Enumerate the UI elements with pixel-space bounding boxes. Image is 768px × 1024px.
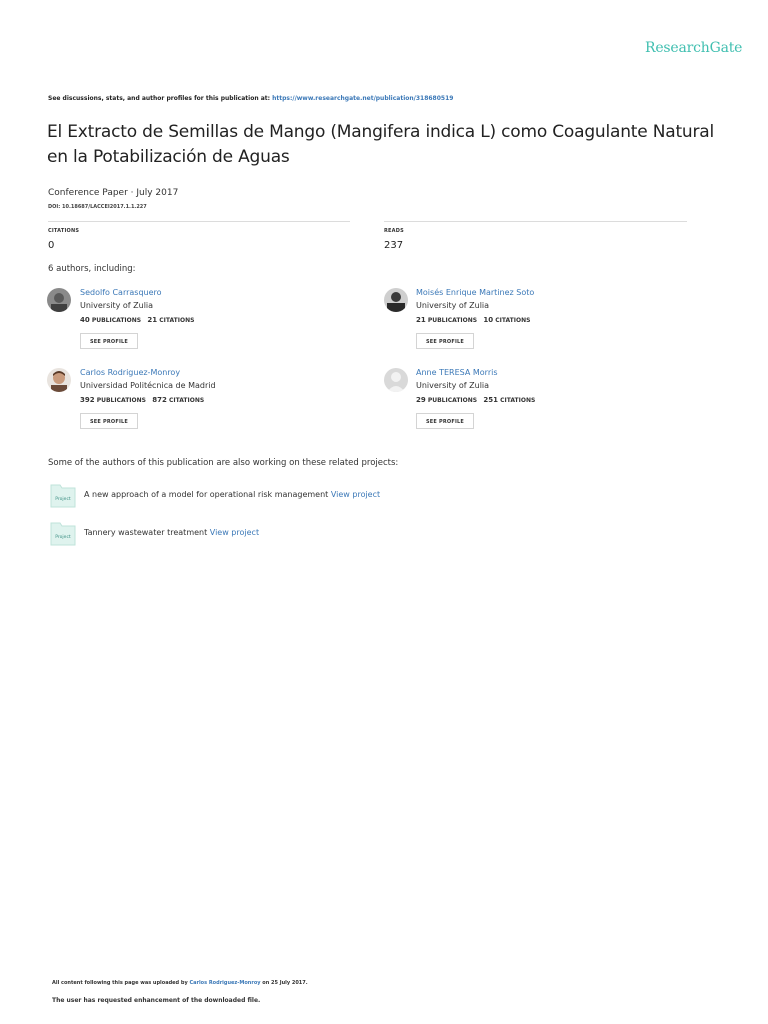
citations-label: CITATIONS [495, 317, 531, 324]
publications-label: PUBLICATIONS [427, 397, 478, 404]
enhancement-note: The user has requested enhancement of the downloaded file. [52, 997, 261, 1004]
author-stats [416, 396, 535, 404]
author-avatar[interactable] [47, 288, 71, 312]
author-institution: University of Zulia [416, 301, 490, 310]
upload-prefix: All content following this page was uploaded by [52, 980, 190, 986]
project-tag: Project [55, 497, 71, 502]
publication-url-link[interactable]: https://www.researchgate.net/publication/318680519 [272, 95, 454, 102]
author-institution: University of Zulia [416, 381, 490, 390]
citation-count: 251 [483, 396, 498, 404]
project-title: Tannery wastewater treatment [84, 528, 208, 537]
intro-text: See discussions, stats, and author profiles for this publication at: [48, 95, 273, 102]
authors-heading: 6 authors, including: [48, 264, 136, 274]
publication-count: 21 [416, 316, 426, 324]
author-name-link[interactable]: Anne TERESA Morris [416, 368, 498, 377]
citations-label: CITATIONS [168, 397, 205, 404]
citations-label: CITATIONS [48, 228, 80, 234]
paper-doi: DOI: 10.18687/LACCEI2017.1.1.227 [48, 204, 147, 210]
upload-suffix: on 25 July 2017. [260, 980, 308, 986]
upload-note [52, 980, 308, 986]
citations-label: CITATIONS [159, 317, 195, 324]
publication-link-line [48, 95, 453, 102]
see-profile-button[interactable]: SEE PROFILE [416, 333, 474, 349]
reads-count: 237 [384, 240, 404, 251]
author-avatar[interactable] [47, 368, 71, 392]
author-name-link[interactable]: Sedolfo Carrasquero [80, 288, 162, 297]
publications-label: PUBLICATIONS [91, 317, 142, 324]
author-institution: University of Zulia [80, 301, 154, 310]
project-item [84, 528, 259, 537]
see-profile-button[interactable]: SEE PROFILE [80, 333, 138, 349]
see-profile-button[interactable]: SEE PROFILE [416, 413, 474, 429]
project-item [84, 490, 380, 499]
project-folder-icon [50, 520, 76, 546]
author-name-link[interactable]: Carlos Rodriguez-Monroy [80, 368, 181, 377]
author-stats [80, 316, 194, 324]
author-avatar[interactable] [384, 288, 408, 312]
publications-label: PUBLICATIONS [96, 397, 146, 404]
default-avatar-icon[interactable] [384, 368, 408, 392]
researchgate-logo[interactable]: ResearchGate [645, 40, 743, 56]
reads-label: READS [384, 228, 404, 234]
project-tag: Project [55, 535, 71, 540]
uploader-link[interactable]: Carlos Rodriguez-Monroy [189, 980, 261, 986]
divider-right [384, 221, 687, 222]
publication-count: 29 [416, 396, 426, 404]
author-name-link[interactable]: Moisés Enrique Martinez Soto [416, 288, 535, 297]
author-stats [416, 316, 530, 324]
author-institution: Universidad Politécnica de Madrid [80, 381, 216, 390]
project-title: A new approach of a model for operational risk management [84, 490, 329, 499]
project-folder-icon [50, 482, 76, 508]
citation-count: 10 [483, 316, 494, 324]
citation-count: 21 [147, 316, 158, 324]
related-projects-heading: Some of the authors of this publication are also working on these related projects: [48, 458, 399, 468]
publication-count: 392 [80, 396, 95, 404]
view-project-link[interactable]: View project [209, 528, 260, 537]
publication-count: 40 [80, 316, 90, 324]
see-profile-button[interactable]: SEE PROFILE [80, 413, 138, 429]
paper-title: El Extracto de Semillas de Mango (Mangifera indica L) como Coagulante Natural en la Potabilización de Aguas [47, 122, 715, 167]
citations-label: CITATIONS [500, 397, 536, 404]
author-stats [80, 396, 204, 404]
publications-label: PUBLICATIONS [427, 317, 478, 324]
citations-count: 0 [48, 240, 55, 251]
view-project-link[interactable]: View project [330, 490, 381, 499]
citation-count: 872 [152, 396, 167, 404]
divider-left [48, 221, 350, 222]
paper-type-date: Conference Paper · July 2017 [48, 188, 179, 198]
